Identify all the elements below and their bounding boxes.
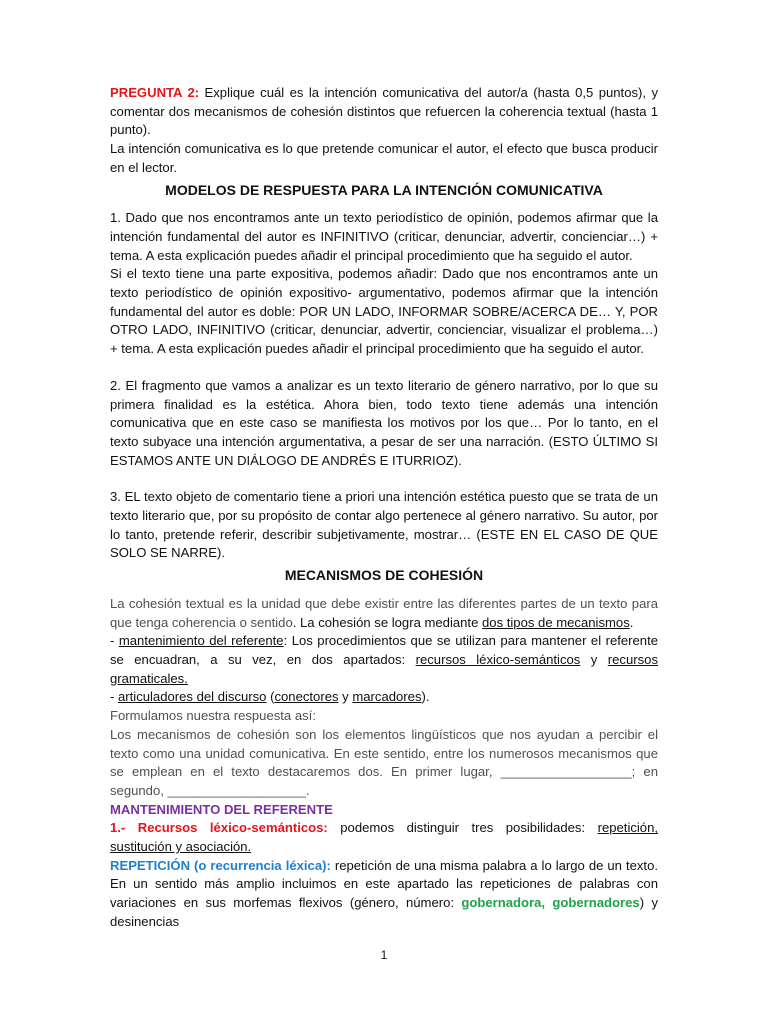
- mechanism-item-1: - mantenimiento del referente: Los procedimientos que se utilizan para mantener el referente se encuadran, a su vez, en dos apartados: recursos léxico-semánticos y recursos gramaticales.: [110, 633, 658, 686]
- intention-definition: La intención comunicativa es lo que pretende comunicar el autor, el efecto que busca producir en el lector.: [110, 141, 658, 175]
- referent-term: mantenimiento del referente: [118, 633, 284, 649]
- lexical-resources: 1.- Recursos léxico-semánticos: podemos distinguir tres posibilidades: repetición, sustitución y asociación.: [110, 820, 659, 855]
- heading-cohesion: MECANISMOS DE COHESIÓN: [284, 567, 484, 584]
- referent-title: MANTENIMIENTO DEL REFERENTE: [110, 801, 333, 817]
- two-mechanisms-link: dos tipos de mecanismos: [482, 614, 630, 630]
- formula-line: Formulamos nuestra respuesta así:: [110, 708, 316, 724]
- question-text: Explique cuál es la intención comunicativa del autor/a (hasta 0,5 puntos), y comentar dos mecanismos de cohesión distintos que refuercen la coherencia textual (hasta 1 punto).: [110, 85, 658, 138]
- spacer: [110, 359, 658, 377]
- model-1-expository: Si el texto tiene una parte expositiva, podemos añadir: Dado que nos encontramos ante un texto periodístico de opinión expositivo- argumentativo, podemos afirmar que la intención fundamental del autor es doble: POR UN LADO, INFORMAR SOBRE/ACERCA DE… Y, POR OTRO LADO, INFINITIVO (criticar, denunciar, advertir, concienciar, visualizar el problema…) + tema. A esta explicación puedes añadir el principal procedimiento que ha seguido el autor.: [110, 266, 658, 357]
- model-2-paragraph: 2. El fragmento que vamos a analizar es un texto literario de género narrativo, por lo que su primera finalidad es la estética. Ahora bien, todo texto tiene además una intención comunicativa que en este caso se manifiesta los motivos por los que… Por lo tanto, en el texto subyace una intención argumentativa, a pesar de ser una narración. (ESTO ÚLTIMO SI ESTAMOS ANTE UN DIÁLOGO DE ANDRÉS E ITURRIOZ).: [110, 377, 658, 468]
- repetition-paragraph: REPETICIÓN (o recurrencia léxica): repetición de una misma palabra a lo largo de un texto. En un sentido más amplio incluimos en este apartado las repeticiones de palabras con variaciones en sus morfemas flexivos (género, número: gobernadora, gobernadores) y desinencias: [110, 857, 658, 929]
- green-example: gobernadora, gobernadores: [461, 895, 640, 911]
- heading-models: MODELOS DE RESPUESTA PARA LA INTENCIÓN COMUNICATIVA: [165, 181, 603, 198]
- discourse-term: articuladores del discurso: [118, 689, 267, 705]
- question-2: [110, 84, 658, 140]
- page-number: 1: [380, 948, 388, 962]
- document-page: [110, 84, 658, 932]
- model-3-paragraph: 3. EL texto objeto de comentario tiene a priori una intención estética puesto que se trata de un texto literario que, por su propósito de contar algo pertenece al género narrativo. Su autor, por lo tanto, pretende referir, describir subjetivamente, mostrar… (ESTE EN EL CASO DE QUE SOLO SE NARRE).: [110, 489, 658, 561]
- question-label: PREGUNTA 2:: [110, 85, 200, 100]
- answer-template: Los mecanismos de cohesión son los elementos lingüísticos que nos ayudan a percibir el texto como una unidad comunicativa. En este sentido, entre los numerosos mecanismos que se emplean en el texto destacaremos dos. En primer lugar, __________________; en segundo, ___________________.: [110, 726, 658, 798]
- spacer: [110, 470, 658, 488]
- model-1-paragraph: 1. Dado que nos encontramos ante un texto periodístico de opinión, podemos afirmar que la intención fundamental del autor es INFINITIVO (criticar, denunciar, advertir, concienciar…) + tema. A esta explicación puedes añadir el principal procedimiento que ha seguido el autor.: [110, 210, 658, 263]
- mechanism-item-2: - articuladores del discurso (conectores y marcadores).: [110, 689, 430, 705]
- cohesion-definition: La cohesión textual es la unidad que debe existir entre las diferentes partes de un texto para que tenga coherencia o sentido: [110, 595, 658, 630]
- cohesion-intro: La cohesión textual es la unidad que debe existir entre las diferentes partes de un texto para que tenga coherencia o sentido. La cohesión se logra mediante dos tipos de mecanismos.: [110, 595, 658, 630]
